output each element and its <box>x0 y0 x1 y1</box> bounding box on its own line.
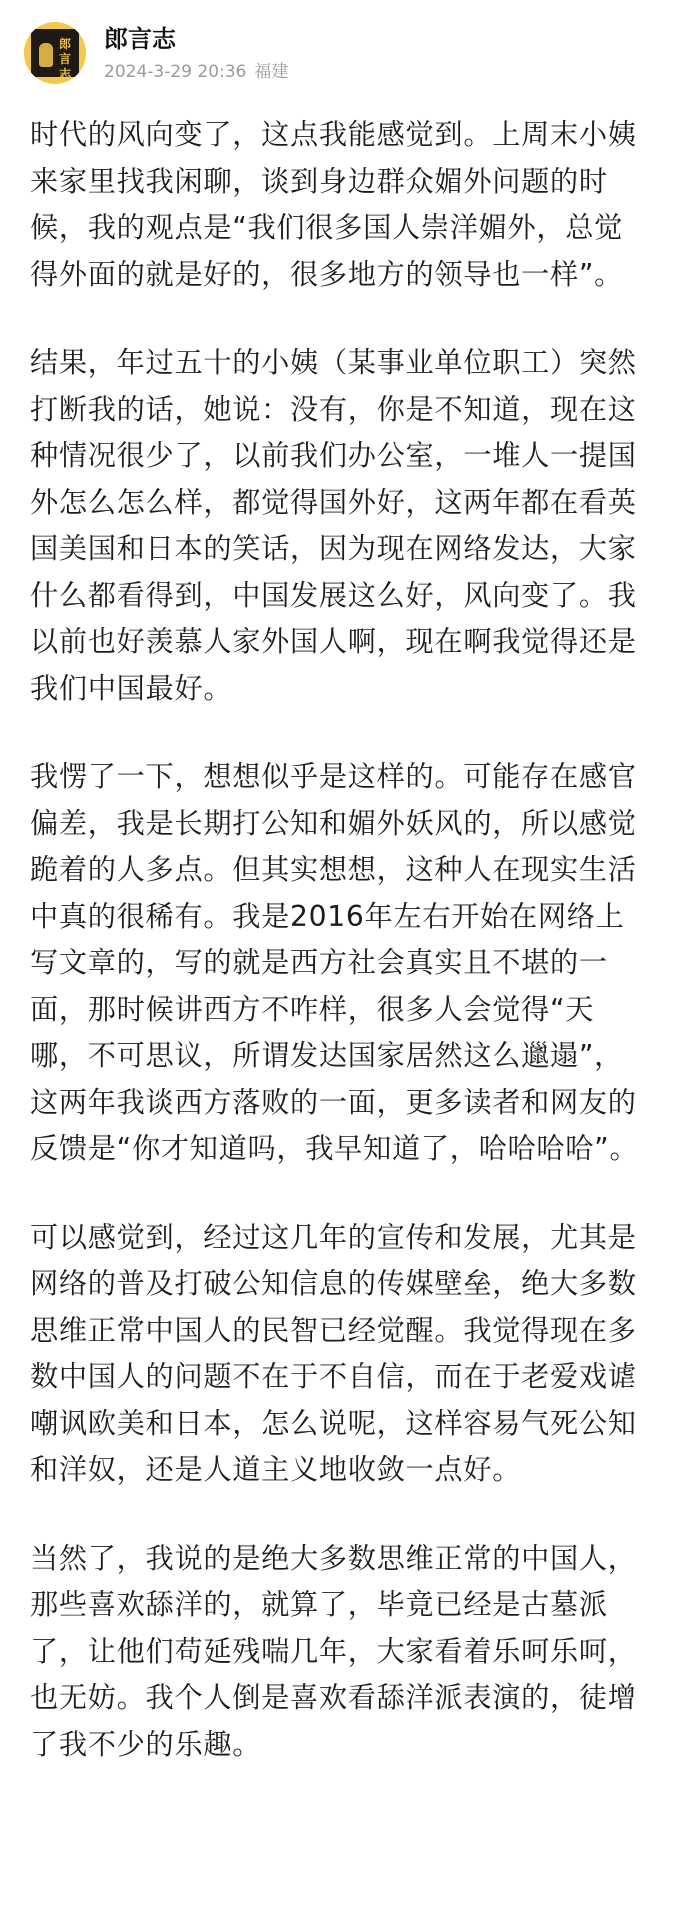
post-paragraph: 结果，年过五十的小姨（某事业单位职工）突然打断我的话，她说：没有，你是不知道，现在这种情况很少了，以前我们办公室，一堆人一提国外怎么怎么样，都觉得国外好，这两年都在看英国美国和日本的笑话，因为现在网络发达，大家什么都看得到，中国发展这么好，风向变了。我以前也好羡慕人家外国人啊，现在啊我觉得还是我们中国最好。 <box>30 346 637 705</box>
post-paragraph: 当然了，我说的是绝大多数思维正常的中国人，那些喜欢舔洋的，就算了，毕竟已经是古墓派了，让他们苟延残喘几年，大家看着乐呵乐呵，也无妨。我个人倒是喜欢看舔洋派表演的，徒增了我不少的乐趣。 <box>30 1541 637 1761</box>
post-meta <box>104 61 288 83</box>
post-body <box>30 112 650 1810</box>
post-paragraph: 我愣了一下，想想似乎是这样的。可能存在感官偏差，我是长期打公知和媚外妖风的，所以感觉跪着的人多点。但其实想想，这种人在现实生活中真的很稀有。我是2016年左右开始在网络上写文章的，写的就是西方社会真实且不堪的一面，那时候讲西方不咋样，很多人会觉得“天哪，不可思议，所谓发达国家居然这么邋遢”，这两年我谈西方落败的一面，更多读者和网友的反馈是“你才知道吗，我早知道了，哈哈哈哈”。 <box>30 760 639 1165</box>
avatar-logo-text: 郎 言 志 <box>58 37 71 81</box>
author-name[interactable]: 郎言志 <box>104 25 176 53</box>
avatar[interactable] <box>24 22 86 84</box>
post-location: 福建 <box>254 62 289 82</box>
post-timestamp: 2024-3-29 20:36 <box>104 62 247 82</box>
post-paragraph: 可以感觉到，经过这几年的宣传和发展，尤其是网络的普及打破公知信息的传媒壁垒，绝大多数思维正常中国人的民智已经觉醒。我觉得现在多数中国人的问题不在于不自信，而在于老爱戏谑嘲讽欧美和日本，怎么说呢，这样容易气死公知和洋奴，还是人道主义地收敛一点好。 <box>30 1220 637 1486</box>
post-header <box>24 22 656 86</box>
post-paragraph: 时代的风向变了，这点我能感觉到。上周末小姨来家里找我闲聊，谈到身边群众媚外问题的时候，我的观点是“我们很多国人崇洋媚外，总觉得外面的就是好的，很多地方的领导也一样”。 <box>30 118 637 291</box>
avatar-logo <box>31 29 79 81</box>
avatar-figure-icon <box>39 43 53 67</box>
